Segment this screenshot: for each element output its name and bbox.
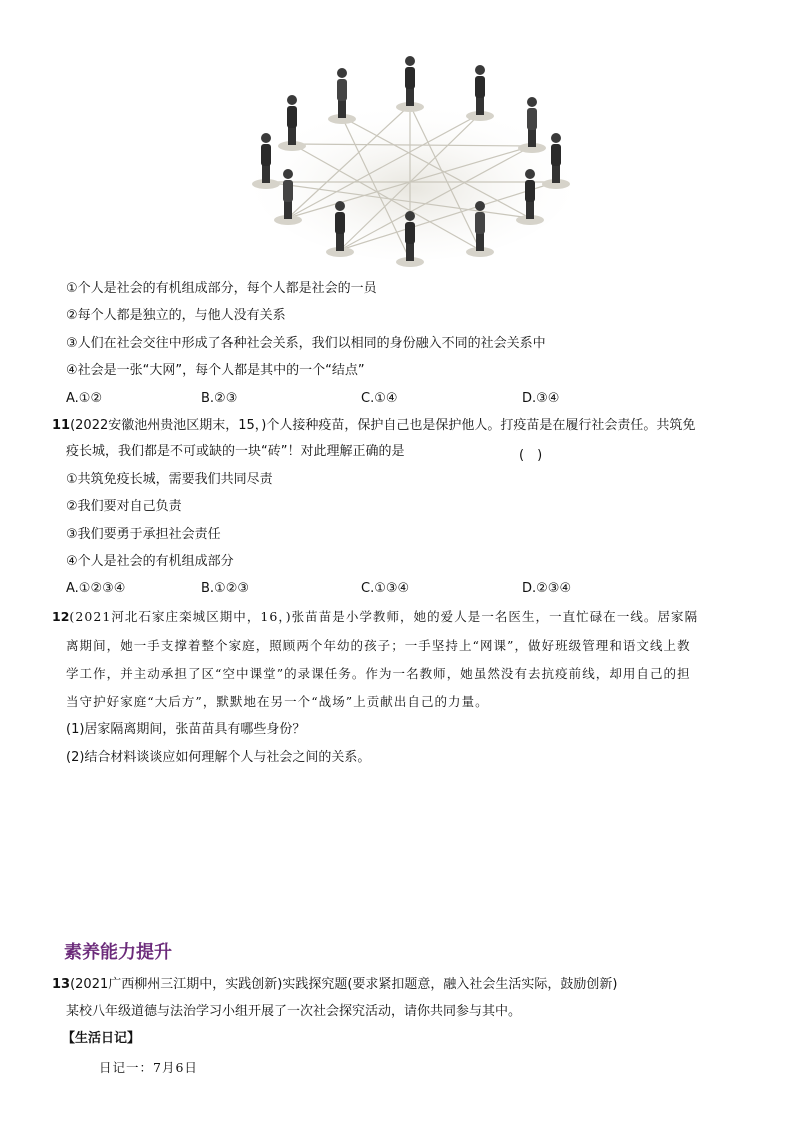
q11-statement-2: ②我们要对自己负责 (66, 499, 182, 514)
q11-option-b[interactable]: B.①②③ (201, 581, 250, 596)
q11-number: 11 (52, 418, 71, 433)
q12-text-line1 (52, 609, 698, 625)
q11-text-line1 (52, 418, 695, 434)
q12-subquestion-1: (1)居家隔离期间，张苗苗具有哪些身份？ (66, 722, 306, 737)
q13-heading-life-diary: 【生活日记】 (62, 1031, 141, 1046)
q11-text-line2: 疫长城，我们都是不可或缺的一块“砖”！对此理解正确的是 (66, 444, 405, 459)
q11-statement-4: ④个人是社会的有机组成部分 (66, 554, 234, 569)
q11-text: (2022安徽池州贵池区期末，15，)个人接种疫苗，保护自己也是保护他人。打疫苗是在履行社会责任。共筑免 (70, 418, 696, 433)
person-figure (396, 56, 424, 112)
q12-subquestion-2: (2)结合材料谈谈应如何理解个人与社会之间的关系。 (66, 750, 371, 765)
q10-statement-3: ③人们在社会交往中形成了各种社会关系，我们以相同的身份融入不同的社会关系中 (66, 336, 546, 351)
q12-text-line2: 离期间，她一手支撑着整个家庭，照顾两个年幼的孩子；一手坚持上“网课”，做好班级管理和语文线上教 (66, 638, 691, 653)
q12-text: (2021河北石家庄栾城区期中，16，)张苗苗是小学教师，她的爱人是一名医生，一直忙碌在一线。居家隔 (69, 609, 699, 624)
q10-option-a[interactable]: A.①② (66, 391, 103, 406)
person-figure (328, 68, 356, 124)
q11-option-d[interactable]: D.②③④ (522, 581, 572, 596)
q11-option-a[interactable]: A.①②③④ (66, 581, 126, 596)
q13-text-line1 (52, 977, 617, 993)
q12-number: 12 (52, 609, 70, 624)
q13-number: 13 (52, 977, 71, 992)
q10-option-d[interactable]: D.③④ (522, 391, 560, 406)
social-network-illustration (248, 50, 578, 270)
section-title: 素养能力提升 (64, 942, 172, 963)
q11-option-c[interactable]: C.①③④ (361, 581, 410, 596)
q10-statement-1: ①个人是社会的有机组成部分，每个人都是社会的一员 (66, 281, 377, 296)
q10-statement-4: ④社会是一张“大网”，每个人都是其中的一个“结点” (66, 363, 365, 378)
q10-option-b[interactable]: B.②③ (201, 391, 238, 406)
q13-diary-entry: 日记一：7月6日 (99, 1060, 198, 1075)
q11-statement-3: ③我们要勇于承担社会责任 (66, 527, 221, 542)
person-figure (466, 65, 494, 121)
q13-text: (2021广西柳州三江期中，实践创新)实践探究题(要求紧扣题意，融入社会生活实际，鼓励创新) (70, 977, 618, 992)
q12-text-line3: 学工作，并主动承担了区“空中课堂”的录课任务。作为一名教师，她虽然没有去抗疫前线，却用自己的担 (66, 666, 691, 681)
q13-text-line2: 某校八年级道德与法治学习小组开展了一次社会探究活动，请你共同参与其中。 (66, 1004, 522, 1019)
q12-text-line4: 当守护好家庭“大后方”，默默地在另一个“战场”上贡献出自己的力量。 (66, 694, 489, 709)
q10-statement-2: ②每个人都是独立的，与他人没有关系 (66, 308, 286, 323)
q11-answer-bracket: ( ) (519, 448, 543, 463)
q11-statement-1: ①共筑免疫长城，需要我们共同尽责 (66, 472, 273, 487)
q10-option-c[interactable]: C.①④ (361, 391, 398, 406)
